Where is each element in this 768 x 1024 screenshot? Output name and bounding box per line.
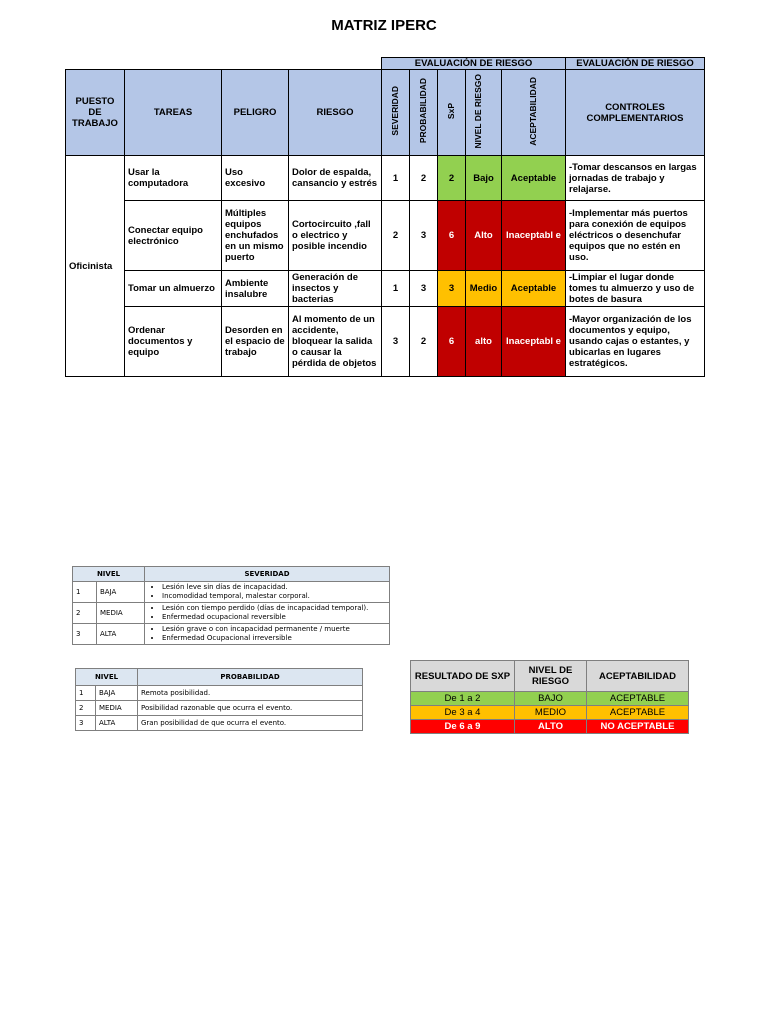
list-item: • Incomodidad temporal, malestar corporal.	[162, 592, 386, 601]
table-row	[73, 624, 390, 645]
peligro-cell: Múltiples equipos enchufados en un mismo puerto	[222, 201, 289, 271]
table-row	[66, 201, 705, 271]
severidad-header: SEVERIDAD	[382, 70, 410, 156]
aceptabilidad-header: ACEPTABILIDAD	[502, 70, 566, 156]
riesgo-cell: Cortocircuito ,fall o electrico y posible incendio	[289, 201, 382, 271]
prob-cell: 2	[410, 307, 438, 377]
probabilidad-header: PROBABILIDAD	[138, 669, 363, 686]
aceptabilidad-header: ACEPTABILIDAD	[587, 661, 689, 692]
acept-cell: ACEPTABLE	[587, 692, 689, 706]
prob-cell: 3	[410, 201, 438, 271]
peligro-cell: Desorden en el espacio de trabajo	[222, 307, 289, 377]
nivel-cell: Alto	[466, 201, 502, 271]
probabilidad-header: PROBABILIDAD	[410, 70, 438, 156]
tarea-cell: Conectar equipo electrónico	[125, 201, 222, 271]
page-title: MATRIZ IPERC	[331, 17, 437, 34]
table-row	[76, 686, 363, 701]
tareas-header: TAREAS	[125, 70, 222, 156]
tarea-cell: Tomar un almuerzo	[125, 271, 222, 307]
sxp-cell: 2	[438, 156, 466, 201]
acept-cell: ACEPTABLE	[587, 706, 689, 720]
nivel-riesgo-header: NIVEL DE RIESGO	[515, 661, 587, 692]
nivel-header: NIVEL DE RIESGO	[466, 70, 502, 156]
severidad-legend-table	[72, 566, 390, 645]
acept-cell: NO ACEPTABLE	[587, 720, 689, 734]
probabilidad-desc: Gran posibilidad de que ocurra el evento.	[138, 716, 363, 731]
list-item: • Enfermedad Ocupacional irreversible	[162, 634, 386, 643]
level-number: 3	[73, 624, 97, 645]
table-row	[411, 692, 689, 706]
evaluacion-header: EVALUACIÓN DE RIESGO	[382, 58, 566, 70]
nivel-header: NIVEL	[76, 669, 138, 686]
nivel-cell: ALTO	[515, 720, 587, 734]
list-item: • Enfermedad ocupacional reversible	[162, 613, 386, 622]
probabilidad-desc: Remota posibilidad.	[138, 686, 363, 701]
evaluacion-header-2: EVALUACIÓN DE RIESGO	[566, 58, 705, 70]
table-row	[411, 720, 689, 734]
severidad-desc	[145, 582, 390, 603]
sxp-header: SxP	[438, 70, 466, 156]
severidad-header: SEVERIDAD	[145, 567, 390, 582]
control-cell: -Implementar más puertos para conexión de equipos eléctricos o desenchufar equipos que no estén en uso.	[566, 201, 705, 271]
probabilidad-desc: Posibilidad razonable que ocurra el evento.	[138, 701, 363, 716]
riesgo-cell: Al momento de un accidente, bloquear la salida o causar la pérdida de objetos	[289, 307, 382, 377]
level-number: 2	[76, 701, 96, 716]
table-row	[73, 603, 390, 624]
level-number: 2	[73, 603, 97, 624]
prob-cell: 3	[410, 271, 438, 307]
acept-cell: Inaceptabl e	[502, 307, 566, 377]
nivel-cell: BAJO	[515, 692, 587, 706]
control-cell: -Mayor organización de los documentos y equipo, usando cajas o estantes, y ubicarlas en lugares estratégicos.	[566, 307, 705, 377]
sev-cell: 3	[382, 307, 410, 377]
level-label: BAJA	[96, 686, 138, 701]
riesgo-header: RIESGO	[289, 70, 382, 156]
list-item: • Lesión leve sin días de incapacidad.	[162, 583, 386, 592]
level-number: 3	[76, 716, 96, 731]
sxp-cell: 3	[438, 271, 466, 307]
tarea-cell: Ordenar documentos y equipo	[125, 307, 222, 377]
resultado-cell: De 1 a 2	[411, 692, 515, 706]
riesgo-cell: Dolor de espalda, cansancio y estrés	[289, 156, 382, 201]
level-label: MEDIA	[96, 701, 138, 716]
table-row	[66, 307, 705, 377]
sev-cell: 2	[382, 201, 410, 271]
probabilidad-legend-table	[75, 668, 363, 731]
list-item: • Lesión con tiempo perdido (días de incapacidad temporal).	[162, 604, 386, 613]
peligro-cell: Ambiente insalubre	[222, 271, 289, 307]
nivel-cell: alto	[466, 307, 502, 377]
resultado-header: RESULTADO DE SXP	[411, 661, 515, 692]
table-row	[76, 716, 363, 731]
sxp-cell: 6	[438, 201, 466, 271]
peligro-cell: Uso excesivo	[222, 156, 289, 201]
table-row	[66, 156, 705, 201]
control-cell: -Limpiar el lugar donde tomes tu almuerzo y uso de botes de basura	[566, 271, 705, 307]
nivel-cell: Medio	[466, 271, 502, 307]
puesto-header: PUESTO DE TRABAJO	[66, 70, 125, 156]
prob-cell: 2	[410, 156, 438, 201]
resultado-legend-table	[410, 660, 689, 734]
control-cell: -Tomar descansos en largas jornadas de trabajo y relajarse.	[566, 156, 705, 201]
acept-cell: Aceptable	[502, 156, 566, 201]
sev-cell: 1	[382, 271, 410, 307]
severidad-desc	[145, 624, 390, 645]
table-row	[411, 706, 689, 720]
nivel-cell: Bajo	[466, 156, 502, 201]
sev-cell: 1	[382, 156, 410, 201]
acept-cell: Aceptable	[502, 271, 566, 307]
table-row	[76, 701, 363, 716]
puesto-cell: Oficinista	[66, 156, 125, 377]
resultado-cell: De 3 a 4	[411, 706, 515, 720]
level-label: ALTA	[96, 716, 138, 731]
level-label: BAJA	[97, 582, 145, 603]
acept-cell: Inaceptabl e	[502, 201, 566, 271]
severidad-desc	[145, 603, 390, 624]
controles-header: CONTROLES COMPLEMENTARIOS	[566, 70, 705, 156]
riesgo-cell: Generación de insectos y bacterias	[289, 271, 382, 307]
list-item: • Lesión grave o con incapacidad permanente / muerte	[162, 625, 386, 634]
peligro-header: PELIGRO	[222, 70, 289, 156]
table-row	[66, 271, 705, 307]
resultado-cell: De 6 a 9	[411, 720, 515, 734]
level-number: 1	[73, 582, 97, 603]
nivel-header: NIVEL	[73, 567, 145, 582]
sxp-cell: 6	[438, 307, 466, 377]
level-label: MEDIA	[97, 603, 145, 624]
iperc-matrix	[65, 57, 705, 377]
level-number: 1	[76, 686, 96, 701]
nivel-cell: MEDIO	[515, 706, 587, 720]
tarea-cell: Usar la computadora	[125, 156, 222, 201]
level-label: ALTA	[97, 624, 145, 645]
table-row	[73, 582, 390, 603]
